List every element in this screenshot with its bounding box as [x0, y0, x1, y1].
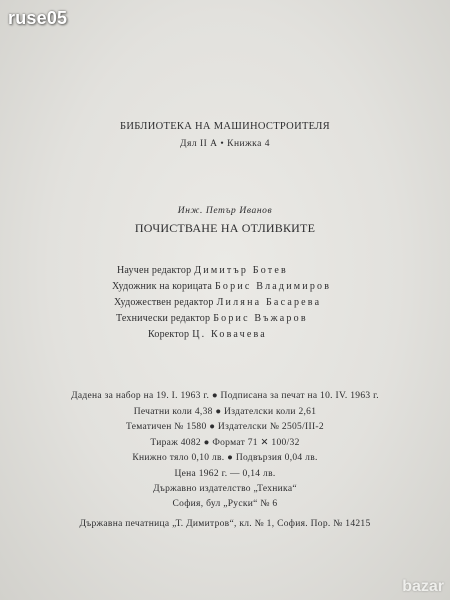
- book-title: ПОЧИСТВАНЕ НА ОТЛИВКИТЕ: [134, 221, 316, 235]
- credit-person: Лиляна Басарева: [216, 297, 322, 308]
- credit-person: Борис Въжаров: [213, 313, 308, 324]
- credit-person: Димитър Ботев: [194, 265, 288, 276]
- imprint-print-run: Тираж 4082 ● Формат 71 ✕ 100/32: [150, 438, 300, 448]
- credit-line: [148, 329, 267, 341]
- series-subtitle: Дял II А • Книжка 4: [180, 139, 270, 149]
- credit-line: [112, 281, 331, 293]
- credit-role: Художник на корицата: [112, 281, 212, 292]
- credit-role: Художествен редактор: [114, 297, 214, 308]
- brand-logo-text: bazar: [402, 578, 444, 595]
- imprint-dates: Дадена за набор на 19. I. 1963 г. ● Подписана за печат на 10. IV. 1963 г.: [71, 391, 379, 401]
- credit-role: Коректор: [148, 329, 190, 340]
- imprint-price: Цена 1962 г. — 0,14 лв.: [174, 469, 276, 479]
- imprint-body-price: Книжно тяло 0,10 лв. ● Подвързия 0,04 лв.: [132, 453, 318, 463]
- credit-person: Ц. Ковачева: [192, 329, 267, 340]
- watermark-text: ruse05: [8, 8, 68, 28]
- imprint-address: София, бул „Руски“ № 6: [172, 499, 278, 509]
- imprint-thematic: Тематичен № 1580 ● Издателски № 2505/III-2: [126, 422, 324, 432]
- credit-role: Научен редактор: [117, 265, 192, 276]
- series-title: БИБЛИОТЕКА НА МАШИНОСТРОИТЕЛЯ: [120, 121, 330, 132]
- credit-role: Технически редактор: [116, 313, 211, 324]
- credit-person: Борис Владимиров: [214, 281, 332, 292]
- imprint-publisher: Държавно издателство „Техника“: [153, 484, 297, 494]
- imprint-sheets: Печатни коли 4,38 ● Издателски коли 2,61: [133, 407, 317, 417]
- bazar-logo: [402, 578, 444, 596]
- credit-line: [114, 297, 321, 309]
- credit-line: [117, 265, 288, 277]
- imprint-printer: Държавна печатница „Т. Димитров“, кл. № 1, София. Пор. № 14215: [79, 519, 371, 529]
- credit-line: [116, 313, 308, 325]
- author-name: Инж. Петър Иванов: [177, 206, 273, 216]
